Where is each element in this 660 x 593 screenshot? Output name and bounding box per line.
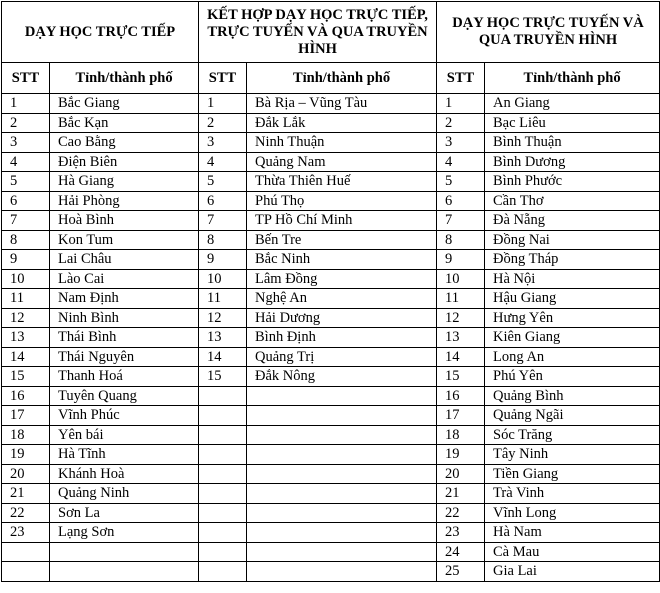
online-province-cell: Đồng Nai (485, 230, 660, 250)
direct-stt-cell: 15 (2, 367, 50, 387)
table-row (2, 406, 660, 426)
hybrid-stt-cell: 12 (199, 308, 247, 328)
hybrid-province-cell (247, 445, 437, 465)
online-province-cell: Quảng Ngãi (485, 406, 660, 426)
hybrid-stt-cell (199, 484, 247, 504)
online-stt-cell: 5 (437, 172, 485, 192)
online-stt-cell: 7 (437, 211, 485, 231)
hybrid-province-cell: Lâm Đồng (247, 269, 437, 289)
table-row (2, 133, 660, 153)
direct-province-cell: Kon Tum (50, 230, 199, 250)
online-province-cell: Cần Thơ (485, 191, 660, 211)
group-header-row (2, 2, 660, 63)
direct-province-cell: Lào Cai (50, 269, 199, 289)
online-province-cell: Bạc Liêu (485, 113, 660, 133)
table-row (2, 386, 660, 406)
direct-province-cell: Cao Bằng (50, 133, 199, 153)
online-province-cell: Kiên Giang (485, 328, 660, 348)
direct-stt-cell: 7 (2, 211, 50, 231)
online-stt-cell: 9 (437, 250, 485, 270)
online-stt-cell: 8 (437, 230, 485, 250)
hybrid-stt-cell: 9 (199, 250, 247, 270)
online-province-cell: Cà Mau (485, 542, 660, 562)
province-header: Tỉnh/thành phố (247, 63, 437, 94)
direct-province-cell: Lạng Sơn (50, 523, 199, 543)
table-row (2, 484, 660, 504)
hybrid-province-cell: Bắc Ninh (247, 250, 437, 270)
hybrid-stt-cell: 14 (199, 347, 247, 367)
hybrid-stt-cell: 10 (199, 269, 247, 289)
online-stt-cell: 15 (437, 367, 485, 387)
direct-stt-cell: 18 (2, 425, 50, 445)
hybrid-province-cell: Thừa Thiên Huế (247, 172, 437, 192)
table-row (2, 523, 660, 543)
direct-stt-cell: 12 (2, 308, 50, 328)
direct-stt-cell: 14 (2, 347, 50, 367)
online-province-cell: Sóc Trăng (485, 425, 660, 445)
hybrid-province-cell: Bến Tre (247, 230, 437, 250)
direct-stt-cell: 13 (2, 328, 50, 348)
direct-stt-cell: 6 (2, 191, 50, 211)
table-row (2, 289, 660, 309)
online-province-cell: Gia Lai (485, 562, 660, 582)
direct-province-cell (50, 542, 199, 562)
online-province-cell: Hậu Giang (485, 289, 660, 309)
table-row (2, 542, 660, 562)
direct-province-cell: Hoà Bình (50, 211, 199, 231)
direct-province-cell: Vĩnh Phúc (50, 406, 199, 426)
direct-stt-cell (2, 542, 50, 562)
direct-stt-cell: 16 (2, 386, 50, 406)
online-stt-cell: 18 (437, 425, 485, 445)
hybrid-stt-cell (199, 523, 247, 543)
hybrid-province-cell: Quảng Nam (247, 152, 437, 172)
online-stt-cell: 20 (437, 464, 485, 484)
hybrid-province-cell (247, 406, 437, 426)
online-province-cell: Quảng Bình (485, 386, 660, 406)
online-stt-cell: 14 (437, 347, 485, 367)
direct-province-cell: Sơn La (50, 503, 199, 523)
direct-province-cell (50, 562, 199, 582)
direct-stt-cell: 9 (2, 250, 50, 270)
direct-province-cell: Quảng Ninh (50, 484, 199, 504)
direct-stt-cell: 8 (2, 230, 50, 250)
hybrid-province-cell (247, 523, 437, 543)
hybrid-stt-cell: 4 (199, 152, 247, 172)
hybrid-stt-cell: 13 (199, 328, 247, 348)
hybrid-stt-cell: 1 (199, 94, 247, 114)
hybrid-stt-cell (199, 503, 247, 523)
direct-stt-cell: 3 (2, 133, 50, 153)
online-stt-cell: 2 (437, 113, 485, 133)
table-row (2, 191, 660, 211)
hybrid-province-cell: TP Hồ Chí Minh (247, 211, 437, 231)
table-row (2, 425, 660, 445)
online-stt-cell: 19 (437, 445, 485, 465)
province-header: Tỉnh/thành phố (485, 63, 660, 94)
hybrid-stt-cell (199, 542, 247, 562)
online-stt-cell: 11 (437, 289, 485, 309)
direct-stt-cell: 21 (2, 484, 50, 504)
online-stt-cell: 24 (437, 542, 485, 562)
hybrid-province-cell: Nghệ An (247, 289, 437, 309)
hybrid-province-cell: Bà Rịa – Vũng Tàu (247, 94, 437, 114)
hybrid-province-cell: Phú Thọ (247, 191, 437, 211)
direct-province-cell: Thanh Hoá (50, 367, 199, 387)
table-row (2, 230, 660, 250)
direct-province-cell: Khánh Hoà (50, 464, 199, 484)
online-stt-cell: 10 (437, 269, 485, 289)
hybrid-stt-cell: 7 (199, 211, 247, 231)
online-province-cell: Hà Nam (485, 523, 660, 543)
online-province-cell: Đồng Tháp (485, 250, 660, 270)
hybrid-stt-cell (199, 562, 247, 582)
direct-province-cell: Bắc Giang (50, 94, 199, 114)
column-header-row (2, 63, 660, 94)
online-stt-cell: 12 (437, 308, 485, 328)
direct-province-cell: Hà Tĩnh (50, 445, 199, 465)
stt-header: STT (2, 63, 50, 94)
direct-province-cell: Yên bái (50, 425, 199, 445)
direct-stt-cell: 23 (2, 523, 50, 543)
group-header-online: DẠY HỌC TRỰC TUYẾN VÀ QUA TRUYỀN HÌNH (437, 2, 660, 63)
table-row (2, 562, 660, 582)
online-province-cell: Vĩnh Long (485, 503, 660, 523)
table-body (2, 94, 660, 582)
table-row (2, 367, 660, 387)
hybrid-stt-cell (199, 445, 247, 465)
online-province-cell: Trà Vinh (485, 484, 660, 504)
hybrid-stt-cell (199, 406, 247, 426)
stt-header: STT (199, 63, 247, 94)
online-province-cell: Bình Dương (485, 152, 660, 172)
online-province-cell: Bình Phước (485, 172, 660, 192)
table-row (2, 211, 660, 231)
online-stt-cell: 13 (437, 328, 485, 348)
online-stt-cell: 6 (437, 191, 485, 211)
online-stt-cell: 22 (437, 503, 485, 523)
hybrid-stt-cell (199, 425, 247, 445)
direct-province-cell: Thái Bình (50, 328, 199, 348)
direct-stt-cell: 22 (2, 503, 50, 523)
hybrid-province-cell: Bình Định (247, 328, 437, 348)
online-province-cell: An Giang (485, 94, 660, 114)
hybrid-province-cell: Quảng Trị (247, 347, 437, 367)
hybrid-stt-cell: 5 (199, 172, 247, 192)
online-province-cell: Hà Nội (485, 269, 660, 289)
province-teaching-mode-table (1, 1, 660, 582)
direct-stt-cell (2, 562, 50, 582)
table-row (2, 464, 660, 484)
direct-province-cell: Nam Định (50, 289, 199, 309)
direct-province-cell: Tuyên Quang (50, 386, 199, 406)
hybrid-stt-cell: 8 (199, 230, 247, 250)
hybrid-province-cell (247, 484, 437, 504)
direct-province-cell: Thái Nguyên (50, 347, 199, 367)
direct-province-cell: Hải Phòng (50, 191, 199, 211)
online-province-cell: Long An (485, 347, 660, 367)
hybrid-province-cell: Ninh Thuận (247, 133, 437, 153)
direct-province-cell: Ninh Bình (50, 308, 199, 328)
table-row (2, 250, 660, 270)
hybrid-province-cell (247, 542, 437, 562)
hybrid-stt-cell: 6 (199, 191, 247, 211)
hybrid-stt-cell: 3 (199, 133, 247, 153)
hybrid-province-cell: Đắk Nông (247, 367, 437, 387)
direct-province-cell: Hà Giang (50, 172, 199, 192)
online-stt-cell: 4 (437, 152, 485, 172)
hybrid-stt-cell: 11 (199, 289, 247, 309)
table-row (2, 172, 660, 192)
hybrid-stt-cell: 15 (199, 367, 247, 387)
hybrid-province-cell (247, 386, 437, 406)
online-stt-cell: 3 (437, 133, 485, 153)
direct-province-cell: Lai Châu (50, 250, 199, 270)
group-header-direct: DẠY HỌC TRỰC TIẾP (2, 2, 199, 63)
online-stt-cell: 16 (437, 386, 485, 406)
online-stt-cell: 23 (437, 523, 485, 543)
direct-province-cell: Điện Biên (50, 152, 199, 172)
direct-stt-cell: 5 (2, 172, 50, 192)
online-province-cell: Đà Nẵng (485, 211, 660, 231)
online-stt-cell: 1 (437, 94, 485, 114)
online-province-cell: Hưng Yên (485, 308, 660, 328)
hybrid-province-cell: Hải Dương (247, 308, 437, 328)
hybrid-province-cell (247, 503, 437, 523)
direct-stt-cell: 19 (2, 445, 50, 465)
table-row (2, 503, 660, 523)
direct-province-cell: Bắc Kạn (50, 113, 199, 133)
table-row (2, 328, 660, 348)
hybrid-stt-cell (199, 386, 247, 406)
direct-stt-cell: 10 (2, 269, 50, 289)
province-header: Tỉnh/thành phố (50, 63, 199, 94)
direct-stt-cell: 1 (2, 94, 50, 114)
stt-header: STT (437, 63, 485, 94)
direct-stt-cell: 11 (2, 289, 50, 309)
table-row (2, 113, 660, 133)
hybrid-province-cell (247, 562, 437, 582)
hybrid-province-cell (247, 425, 437, 445)
direct-stt-cell: 20 (2, 464, 50, 484)
table-row (2, 445, 660, 465)
direct-stt-cell: 4 (2, 152, 50, 172)
online-stt-cell: 21 (437, 484, 485, 504)
online-province-cell: Phú Yên (485, 367, 660, 387)
group-header-hybrid: KẾT HỢP DẠY HỌC TRỰC TIẾP, TRỰC TUYẾN VÀ QUA TRUYỀN HÌNH (199, 2, 437, 63)
online-province-cell: Tiền Giang (485, 464, 660, 484)
table-row (2, 152, 660, 172)
online-province-cell: Bình Thuận (485, 133, 660, 153)
online-stt-cell: 17 (437, 406, 485, 426)
table-row (2, 308, 660, 328)
table-row (2, 94, 660, 114)
table-row (2, 269, 660, 289)
hybrid-stt-cell: 2 (199, 113, 247, 133)
online-stt-cell: 25 (437, 562, 485, 582)
online-province-cell: Tây Ninh (485, 445, 660, 465)
hybrid-stt-cell (199, 464, 247, 484)
hybrid-province-cell (247, 464, 437, 484)
hybrid-province-cell: Đắk Lắk (247, 113, 437, 133)
direct-stt-cell: 17 (2, 406, 50, 426)
direct-stt-cell: 2 (2, 113, 50, 133)
table-row (2, 347, 660, 367)
